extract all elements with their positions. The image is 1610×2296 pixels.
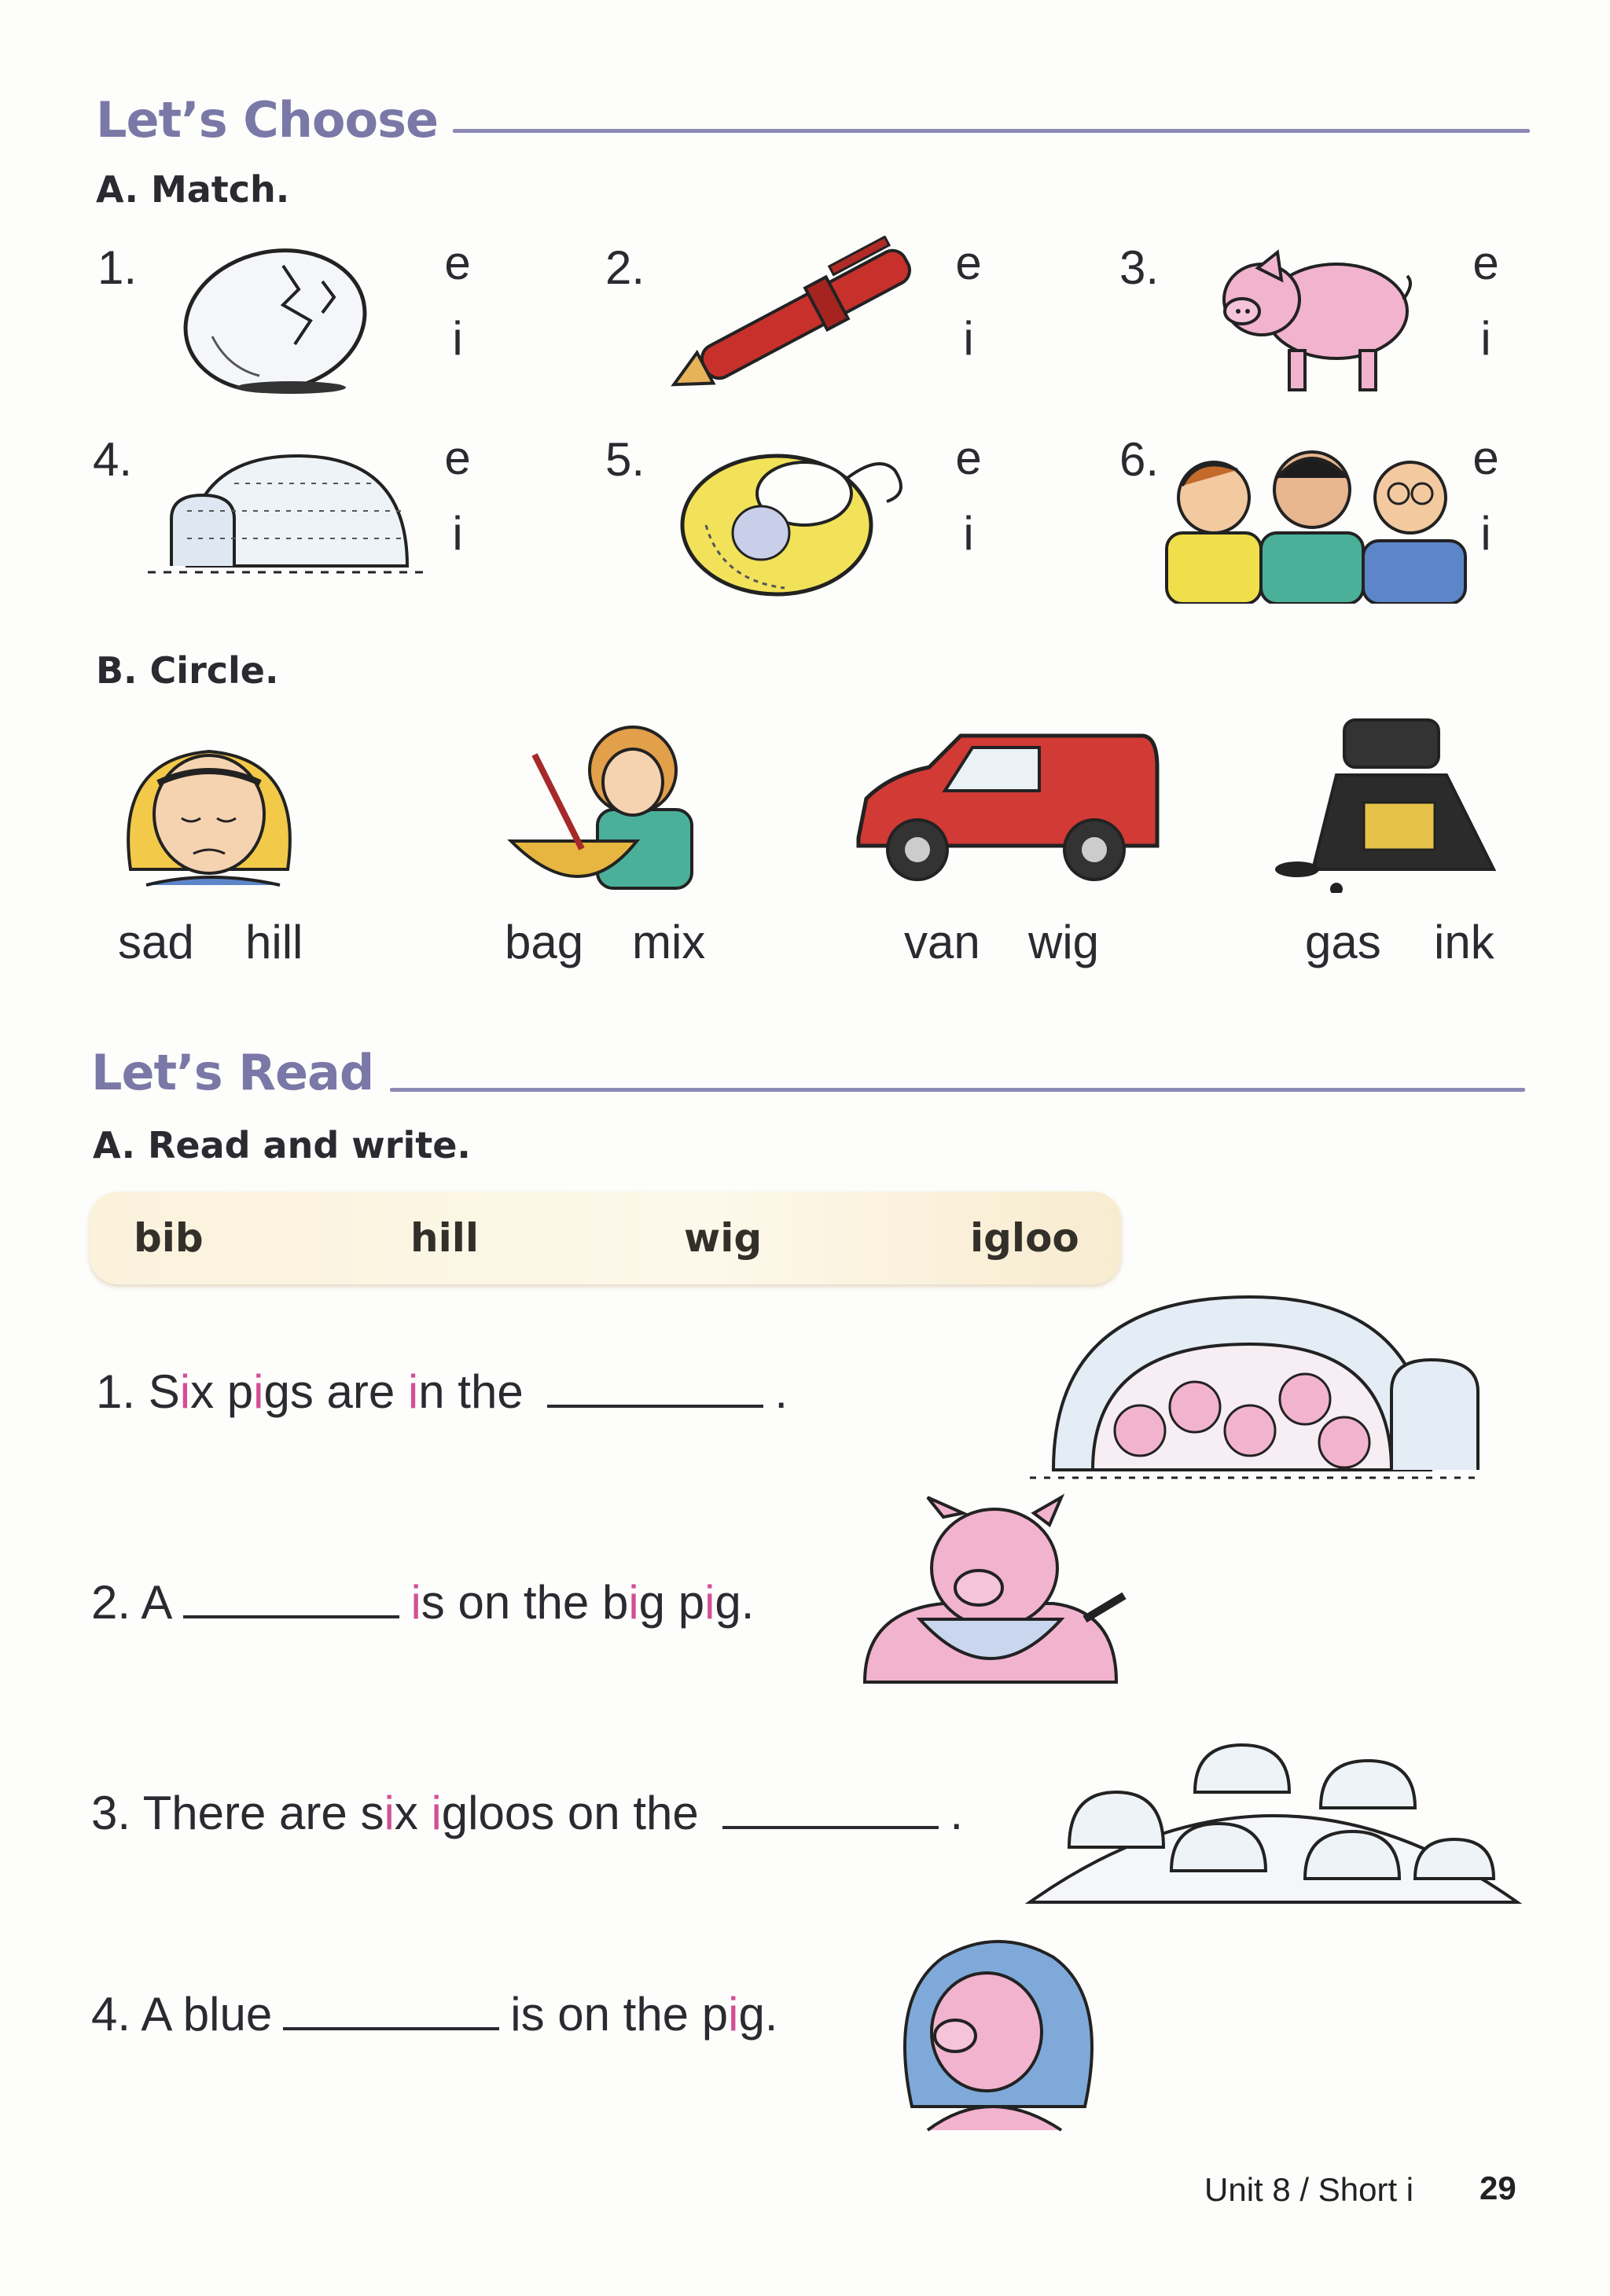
word-bank-item: igloo [970,1215,1079,1261]
option-i[interactable]: i [452,507,463,560]
sentence-text: There are s [142,1787,384,1839]
title-rule [453,129,1530,133]
sentence-2 [91,1575,754,1629]
part-a-heading: A. Match. [96,168,290,211]
title-rule [390,1088,1525,1092]
answer-blank[interactable] [283,1996,499,2030]
option-i[interactable]: i [963,312,974,365]
circle-word[interactable]: hill [245,916,303,968]
circle-word[interactable]: mix [632,916,706,968]
sentence-number: 4. [91,1988,131,2041]
answer-blank[interactable] [722,1795,939,1829]
pig-icon [1203,225,1423,406]
igloo-icon [140,432,439,597]
option-e[interactable]: e [444,237,471,289]
sentence-number: 1. [96,1365,136,1418]
option-i[interactable]: i [963,507,974,560]
sentence-3 [91,1786,963,1840]
item-number: 1. [97,241,138,294]
sentence-text: n the [418,1365,537,1418]
sentence-1 [96,1365,788,1419]
option-e[interactable]: e [444,432,471,484]
option-i[interactable]: i [452,312,463,365]
highlight-letter: i [179,1365,191,1418]
sentence-text: S [148,1365,180,1418]
highlight-letter: i [410,1576,421,1629]
highlight-letter: i [407,1365,419,1418]
pig-with-wig-icon [880,1926,1108,2138]
sentence-end: . [950,1787,964,1839]
circle-word[interactable]: sad [118,916,194,968]
answer-blank[interactable] [547,1373,763,1408]
pig-with-bib-icon [849,1493,1140,1698]
unit-label: Unit 8 / Short i [1204,2171,1414,2208]
pen-icon [660,236,951,393]
part-b-heading: B. Circle. [96,649,279,692]
egg-icon [165,234,377,399]
highlight-letter: i [253,1365,264,1418]
highlight-letter: i [628,1576,639,1629]
sentence-text: x [394,1787,432,1839]
circle-word[interactable]: wig [1028,916,1100,968]
option-e[interactable]: e [1472,432,1499,484]
item-number: 3. [1119,241,1160,294]
ink-bottle-icon [1274,712,1525,893]
word-bank [90,1192,1121,1284]
item-number: 5. [605,433,645,486]
sentence-text: gloos on the [441,1787,712,1839]
item-number: 2. [605,241,645,294]
sentence-number: 2. [91,1576,131,1629]
sentence-end: . [774,1365,788,1418]
sentence-text: s on the b [421,1576,629,1629]
igloo-pigs-icon [1022,1273,1486,1493]
sentence-text: g p [638,1576,705,1629]
sentence-4 [91,1987,777,2041]
word-bank-item: bib [134,1215,204,1261]
part-a-heading: A. Read and write. [93,1124,471,1166]
circle-word[interactable]: gas [1305,916,1381,968]
section-title-choose: Let’s Choose [96,91,439,149]
option-e[interactable]: e [1472,237,1499,289]
sentence-text: g. [738,1988,778,2041]
answer-blank[interactable] [183,1584,399,1618]
item-number: 4. [93,433,133,486]
circle-word[interactable]: bag [505,916,584,968]
section-title-read: Let’s Read [91,1044,374,1101]
option-e[interactable]: e [955,237,982,289]
page-number: 29 [1480,2169,1516,2206]
highlight-letter: i [704,1576,715,1629]
van-icon [843,720,1165,893]
sentence-text: is on the p [510,1988,729,2041]
circle-word[interactable]: van [904,916,980,968]
highlight-letter: i [431,1787,442,1839]
option-e[interactable]: e [955,432,982,484]
sentence-number: 3. [91,1787,131,1839]
option-i[interactable]: i [1480,507,1491,560]
sentence-text: g. [715,1576,755,1629]
highlight-letter: i [384,1787,395,1839]
sad-girl-icon [99,728,319,893]
men-icon [1159,431,1473,604]
item-number: 6. [1119,433,1160,486]
option-i[interactable]: i [1480,312,1491,365]
sentence-text: x p [190,1365,254,1418]
sentence-text: A blue [141,1988,273,2041]
bib-icon [675,431,926,604]
highlight-letter: i [728,1988,739,2041]
sentence-text: A [141,1576,173,1629]
igloos-on-hill-icon [1022,1721,1525,1910]
circle-word[interactable]: ink [1434,916,1494,968]
sentence-text: gs are [263,1365,408,1418]
mixing-woman-icon [495,707,708,896]
word-bank-item: wig [684,1215,763,1261]
word-bank-item: hill [410,1215,480,1261]
